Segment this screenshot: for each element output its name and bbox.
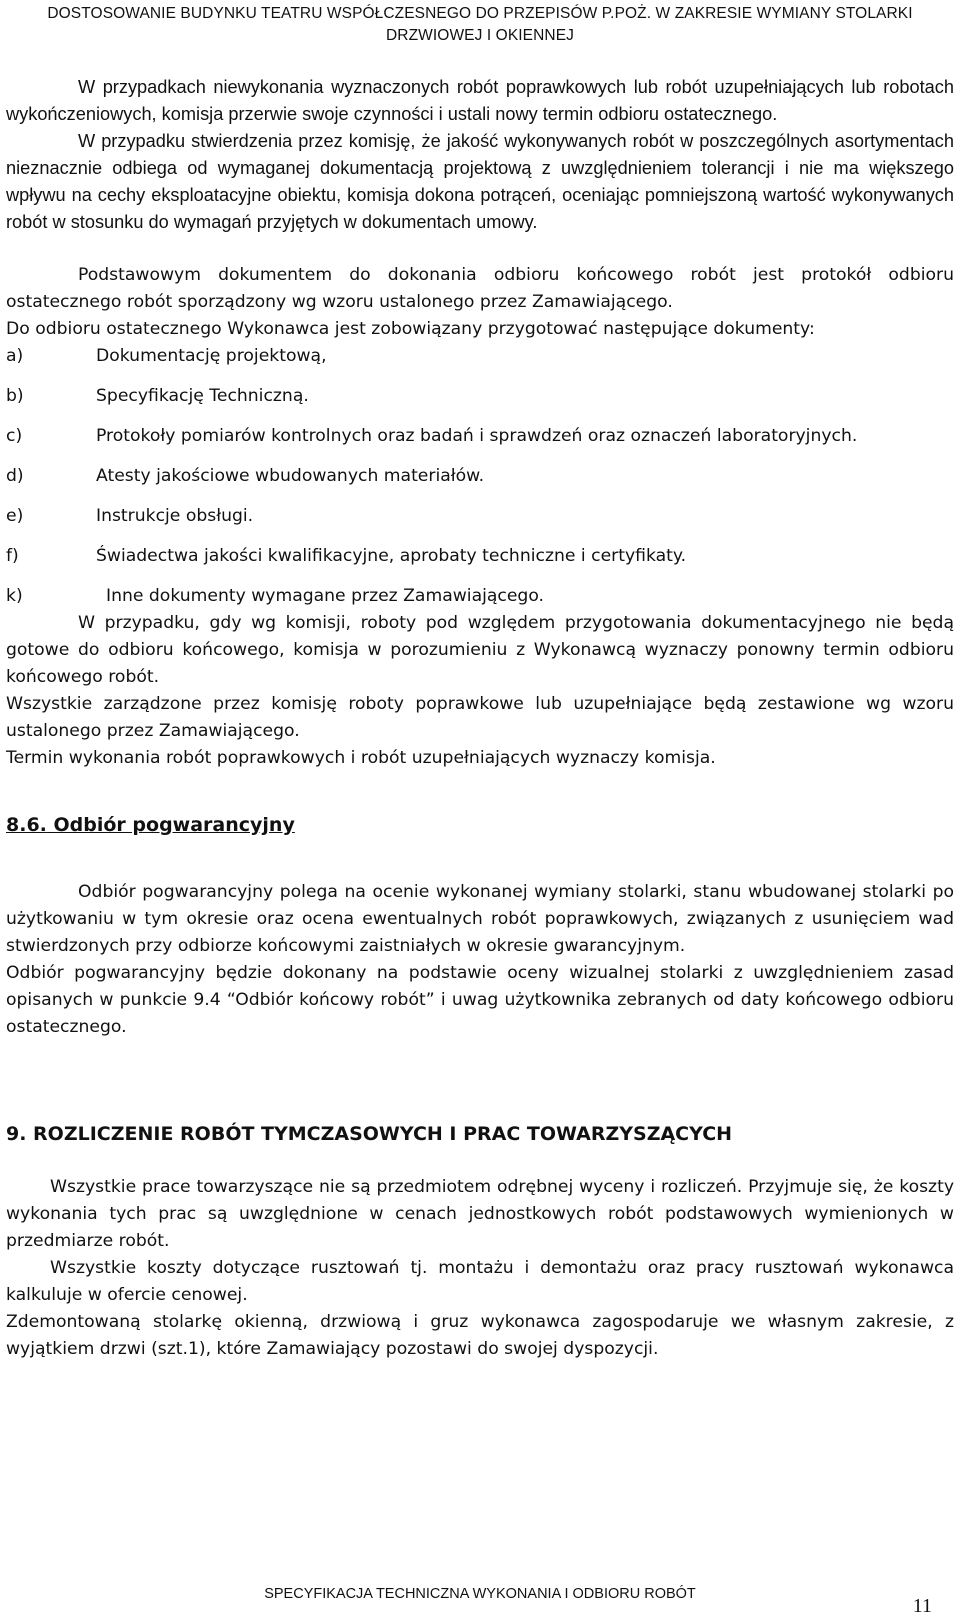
list-item-label: c)	[6, 426, 23, 446]
section-heading-8-6	[6, 812, 954, 839]
list-item-label: k)	[6, 586, 23, 606]
documents-list	[6, 343, 954, 610]
section-heading-9: 9. ROZLICZENIE ROBÓT TYMCZASOWYCH I PRAC TOWARZYSZĄCYCH	[6, 1123, 733, 1145]
header-line-1: DOSTOSOWANIE BUDYNKU TEATRU WSPÓŁCZESNEGO DO PRZEPISÓW P.POŻ. W ZAKRESIE WYMIANY STOLARKI	[47, 5, 913, 22]
list-item-text: Dokumentację projektową,	[96, 346, 327, 366]
list-item-text: Protokoły pomiarów kontrolnych oraz badań i sprawdzeń oraz oznaczeń laboratoryjnych.	[96, 426, 858, 446]
paragraph-dismantled-joinery: Zdemontowaną stolarkę okienną, drzwiową i gruz wykonawca zagospodaruje we własnym zakresie, z wyjątkiem drzwi (szt.1), które Zamawiający pozostawi do swojej dyspozycji.	[6, 1312, 954, 1359]
running-header	[6, 0, 954, 47]
list-item-label: b)	[6, 386, 24, 406]
paragraph-corrections-deadline: Termin wykonania robót poprawkowych i robót uzupełniających wyznaczy komisja.	[6, 748, 716, 768]
list-item-label: e)	[6, 506, 24, 526]
list-item-text: Atesty jakościowe wbudowanych materiałów.	[96, 466, 485, 486]
paragraph-post-warranty-basis: Odbiór pogwarancyjny będzie dokonany na podstawie oceny wizualnej stolarki z uwzględnieniem zasad opisanych w punkcie 9.4 “Odbiór końcowy robót” i uwag użytkownika zebranych od daty końcowego odbioru ostatecznego.	[6, 963, 954, 1037]
paragraph-not-ready: W przypadku, gdy wg komisji, roboty pod względem przygotowania dokumentacyjnego nie będą gotowe do odbioru końcowego, komisja w porozumieniu z Wykonawcą wyznaczy ponowny termin odbioru końcowego robót.	[6, 613, 954, 687]
list-item	[6, 583, 954, 610]
list-item	[6, 503, 954, 530]
section-title: Odbiór pogwarancyjny	[53, 814, 295, 836]
final-acceptance-block	[6, 236, 954, 1363]
paragraph-post-warranty-definition: Odbiór pogwarancyjny polega na ocenie wykonanej wymiany stolarki, stanu wbudowanej stolarki po użytkowaniu w tym okresie oraz ocena ewentualnych robót poprawkowych, związanych z usunięciem wad stwierdzonych przy odbiorze końcowymi zaistniałych w okresie gwarancyjnym.	[6, 882, 954, 956]
page-number: 11	[912, 1595, 932, 1617]
running-footer: SPECYFIKACJA TECHNICZNA WYKONANIA I ODBIORU ROBÓT	[264, 1586, 696, 1602]
paragraph-accompanying-works: Wszystkie prace towarzyszące nie są przedmiotem odrębnej wyceny i rozliczeń. Przyjmuje się, że koszty wykonania tych prac są uwzględnione w cenach jednostkowych robót podstawowych wymienionych w przedmiarze robót.	[6, 1177, 954, 1251]
list-item	[6, 463, 954, 490]
paragraph-documents-intro: Do odbioru ostatecznego Wykonawca jest zobowiązany przygotować następujące dokumenty:	[6, 319, 815, 339]
list-item-label: f)	[6, 546, 19, 566]
list-item	[6, 543, 954, 570]
list-item	[6, 383, 954, 410]
paragraph-corrections-list: Wszystkie zarządzone przez komisję roboty poprawkowe lub uzupełniające będą zestawione wg wzoru ustalonego przez Zamawiającego.	[6, 694, 954, 741]
section-number: 8.6.	[6, 814, 47, 836]
paragraph-scaffolding-costs: Wszystkie koszty dotyczące rusztowań tj. montażu i demontażu oraz pracy rusztowań wykonawca kalkuluje w ofercie cenowej.	[6, 1258, 954, 1305]
list-item-label: a)	[6, 346, 24, 366]
arial-block	[6, 74, 954, 236]
paragraph-quality-deviation: W przypadku stwierdzenia przez komisję, że jakość wykonywanych robót w poszczególnych asortymentach nieznacznie odbiega od wymaganej dokumentacją projektową z uwzględnieniem tolerancji i nie ma większego wpływu na cechy eksploatacyjne obiektu, komisja dokona potrąceń, oceniając pomniejszoną wartość wykonywanych robót w stosunku do wymagań przyjętych w dokumentach umowy.	[6, 131, 954, 232]
paragraph-incomplete-works: W przypadkach niewykonania wyznaczonych robót poprawkowych lub robót uzupełniających lub robotach wykończeniowych, komisja przerwie swoje czynności i ustali nowy termin odbioru ostatecznego.	[6, 77, 954, 124]
list-item	[6, 343, 954, 370]
list-item-text: Instrukcje obsługi.	[96, 506, 254, 526]
header-line-2: DRZWIOWEJ I OKIENNEJ	[386, 27, 574, 44]
list-item-text: Świadectwa jakości kwalifikacyjne, aprobaty techniczne i certyfikaty.	[96, 546, 687, 566]
list-item-text: Specyfikację Techniczną.	[96, 386, 309, 406]
list-item-text: Inne dokumenty wymagane przez Zamawiającego.	[106, 586, 545, 606]
list-item	[6, 423, 954, 450]
paragraph-main-document: Podstawowym dokumentem do dokonania odbioru końcowego robót jest protokół odbioru ostatecznego robót sporządzony wg wzoru ustalonego przez Zamawiającego.	[6, 265, 954, 312]
list-item-label: d)	[6, 466, 24, 486]
